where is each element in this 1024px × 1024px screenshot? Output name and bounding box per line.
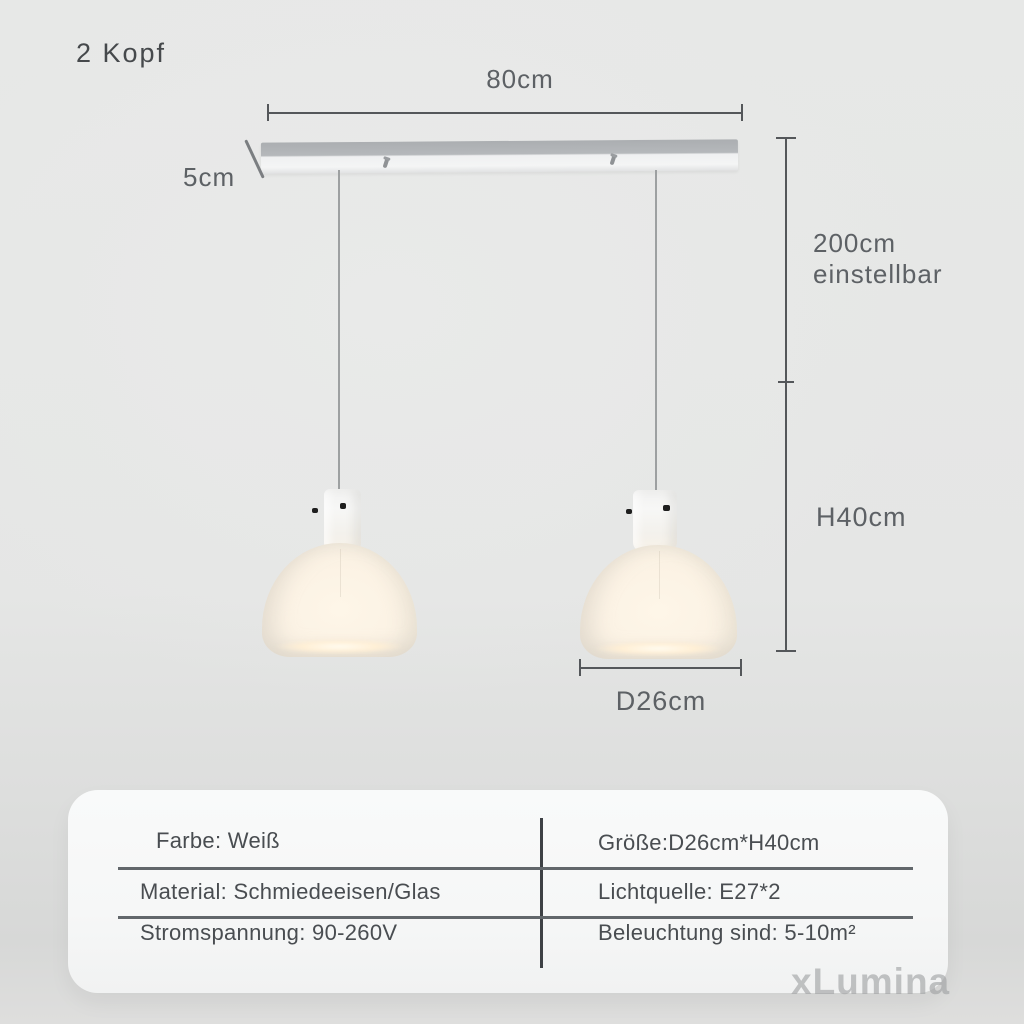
diameter-tick-right	[740, 659, 742, 676]
diameter-tick-left	[579, 659, 581, 676]
socket-screw-left-a	[312, 508, 318, 513]
spec-row-divider-2	[118, 916, 913, 919]
height-dimension-tick-bottom	[776, 650, 796, 652]
spec-cell-voltage: Stromspannung: 90-260V	[140, 920, 398, 945]
diameter-label: D26cm	[615, 686, 707, 716]
shade-glow-right	[593, 641, 725, 656]
height-dimension-tick-top	[776, 137, 796, 139]
socket-screw-right-a	[626, 509, 632, 514]
thickness-label: 5cm	[183, 162, 236, 192]
height-dimension-tick-middle	[778, 381, 794, 383]
lamp-socket-right	[633, 490, 677, 552]
cable-length-label	[813, 228, 943, 290]
height-dimension-line	[785, 138, 787, 652]
socket-screw-right-b	[663, 505, 670, 511]
spec-cell-lightsource: Lichtquelle: E27*2	[598, 879, 781, 904]
width-dimension-label: 80cm	[486, 64, 554, 94]
spec-column-divider	[540, 818, 543, 968]
width-dimension-tick-left	[267, 104, 269, 121]
lamp-shade-right	[580, 545, 737, 659]
spec-cell-material: Material: Schmiedeeisen/Glas	[140, 879, 441, 904]
width-dimension-tick-right	[741, 104, 743, 121]
ceiling-plate	[261, 139, 738, 173]
width-dimension-line	[268, 112, 742, 114]
lamp-shade-left	[262, 543, 417, 657]
diameter-dimension-line	[580, 667, 742, 669]
spec-row-divider-1	[118, 867, 913, 870]
spec-cell-color: Farbe: Weiß	[156, 828, 280, 853]
suspension-cord-left	[338, 170, 340, 492]
suspension-cord-right	[655, 170, 657, 492]
socket-screw-left-b	[340, 503, 346, 509]
lamp-height-label: H40cm	[816, 502, 907, 532]
cable-length-value: 200cm	[813, 228, 897, 258]
shade-glow-left	[274, 639, 404, 654]
spec-cell-coverage: Beleuchtung sind: 5-10m²	[598, 920, 856, 945]
cable-length-note: einstellbar	[813, 259, 943, 289]
variant-label: 2 Kopf	[76, 38, 167, 68]
spec-cell-size: Größe:D26cm*H40cm	[598, 830, 820, 855]
brand-watermark: xLumina	[791, 961, 951, 1002]
